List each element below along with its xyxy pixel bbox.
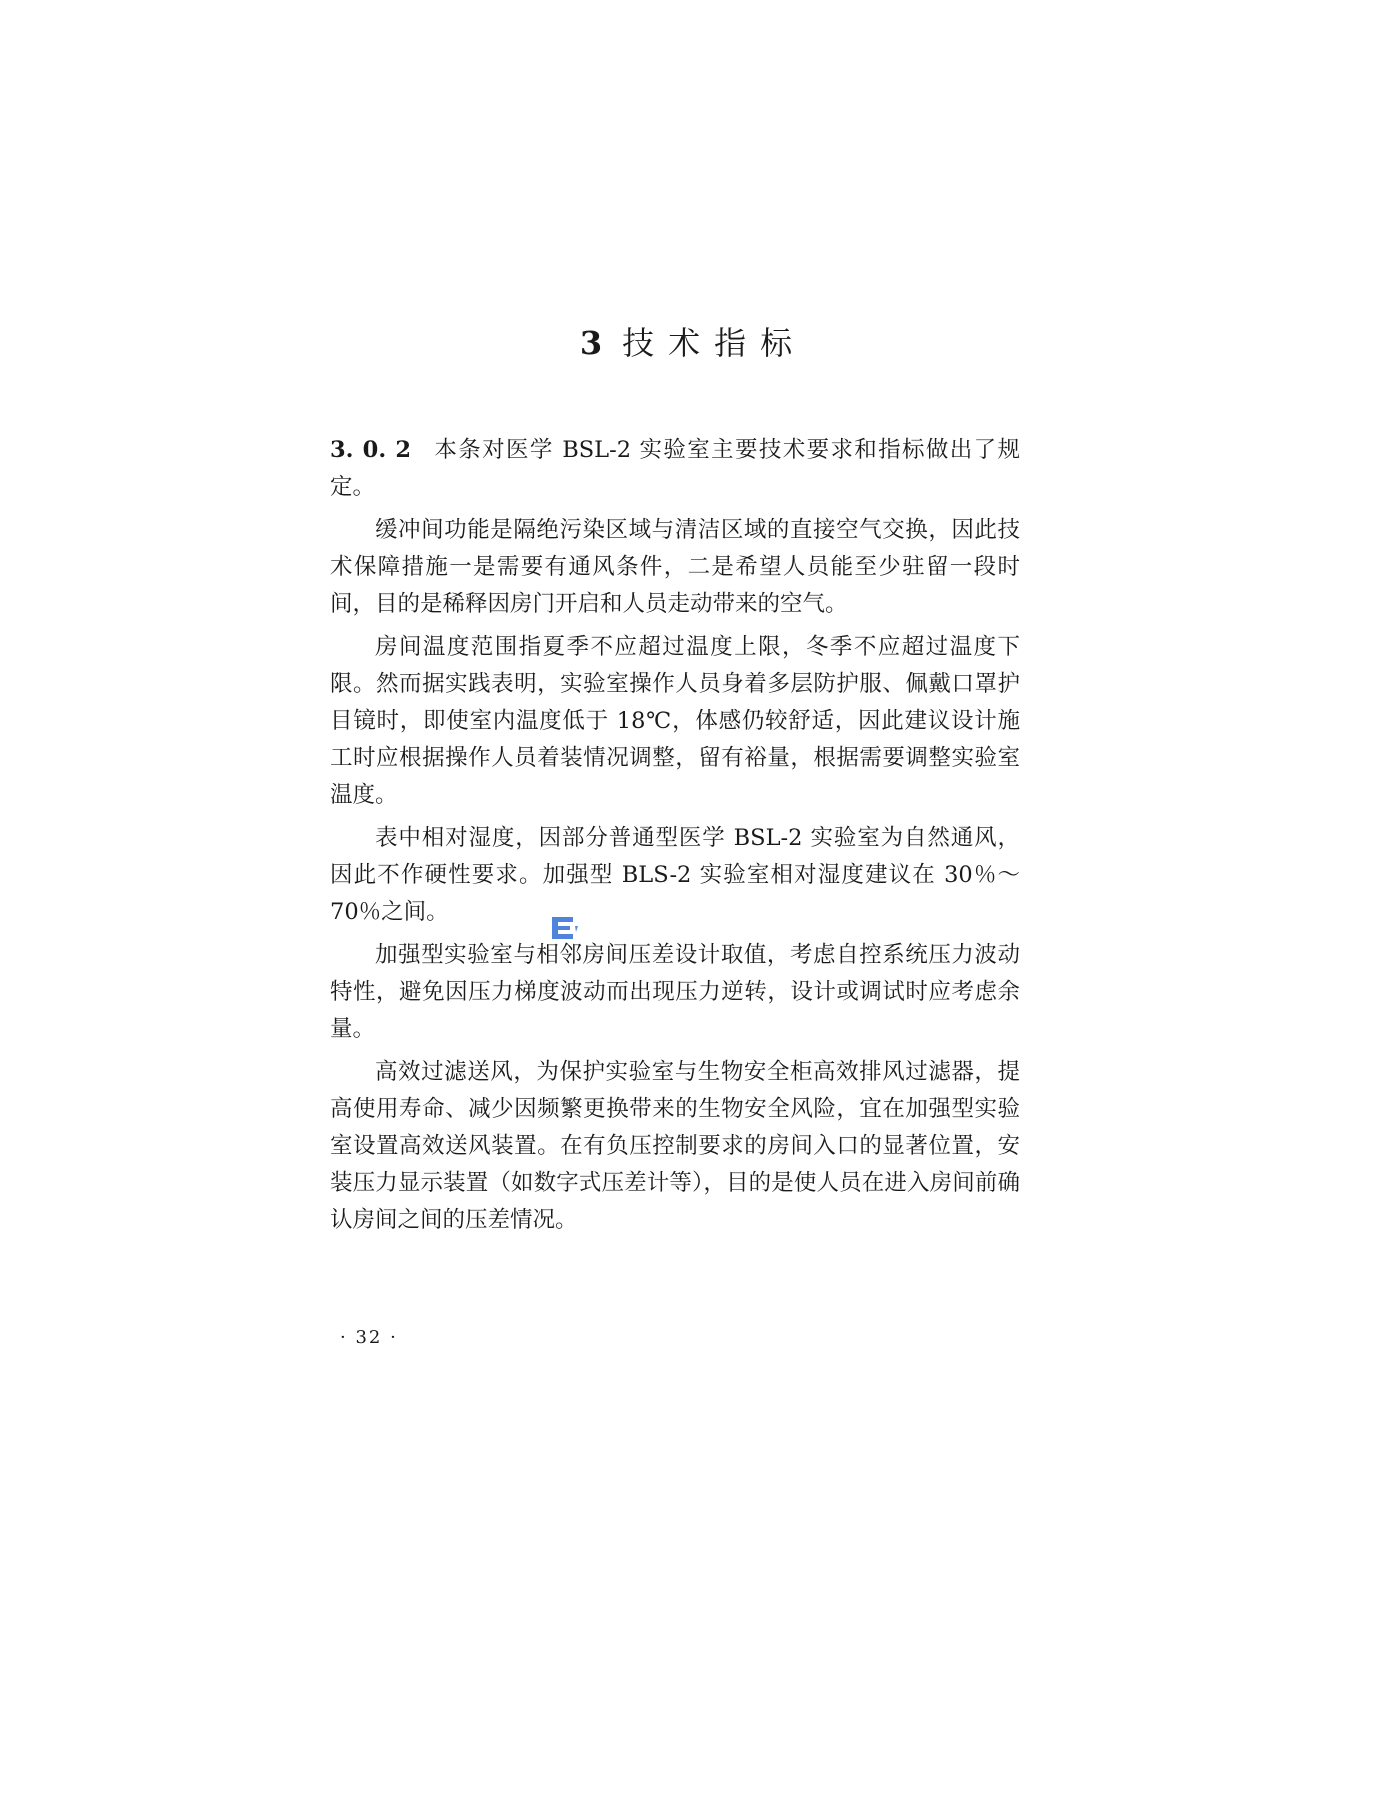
paragraph-humidity-text: 表中相对湿度，因部分普通型医学 BSL-2 实验室为自然通风，因此不作硬性要求。加强型 BLS-2 实验室相对湿度建议在 30％～70％之间。 (330, 825, 1020, 925)
body-content (330, 432, 1020, 1245)
clause-paragraph (330, 432, 1020, 506)
paragraph-pressure-difference: 加强型实验室与相邻房间压差设计取值，考虑自控系统压力波动特性，避免因压力梯度波动而出现压力逆转，设计或调试时应考虑余量。 (330, 942, 1020, 1042)
paragraph-hepa-supply: 高效过滤送风，为保护实验室与生物安全柜高效排风过滤器，提高使用寿命、减少因频繁更换带来的生物安全风险，宜在加强型实验室设置高效送风装置。在有负压控制要求的房间入口的显著位置，安装压力显示装置（如数字式压差计等），目的是使人员在进入房间前确认房间之间的压差情况。 (330, 1059, 1020, 1233)
page-number: · 32 · (340, 1327, 398, 1348)
clause-number: 3. 0. 2 (330, 437, 412, 463)
paragraph-buffer-room: 缓冲间功能是隔绝污染区域与清洁区域的直接空气交换，因此技术保障措施一是需要有通风条件，二是希望人员能至少驻留一段时间，目的是稀释因房门开启和人员走动带来的空气。 (330, 517, 1020, 617)
paragraph-temperature: 房间温度范围指夏季不应超过温度上限，冬季不应超过温度下限。然而据实践表明，实验室操作人员身着多层防护服、佩戴口罩护目镜时，即使室内温度低于 18℃，体感仍较舒适，因此建议设计施工时应根据操作人员着装情况调整，留有裕量，根据需要调整实验室温度。 (330, 634, 1020, 808)
chapter-title-text: 技术指标 (622, 324, 807, 362)
clause-intro: 本条对医学 BSL-2 实验室主要技术要求和指标做出了规定。 (330, 437, 1020, 500)
blue-e-mark-icon (549, 915, 579, 941)
paragraph-humidity (330, 820, 1020, 931)
chapter-number: 3 (579, 324, 617, 362)
chapter-title (0, 318, 1386, 364)
